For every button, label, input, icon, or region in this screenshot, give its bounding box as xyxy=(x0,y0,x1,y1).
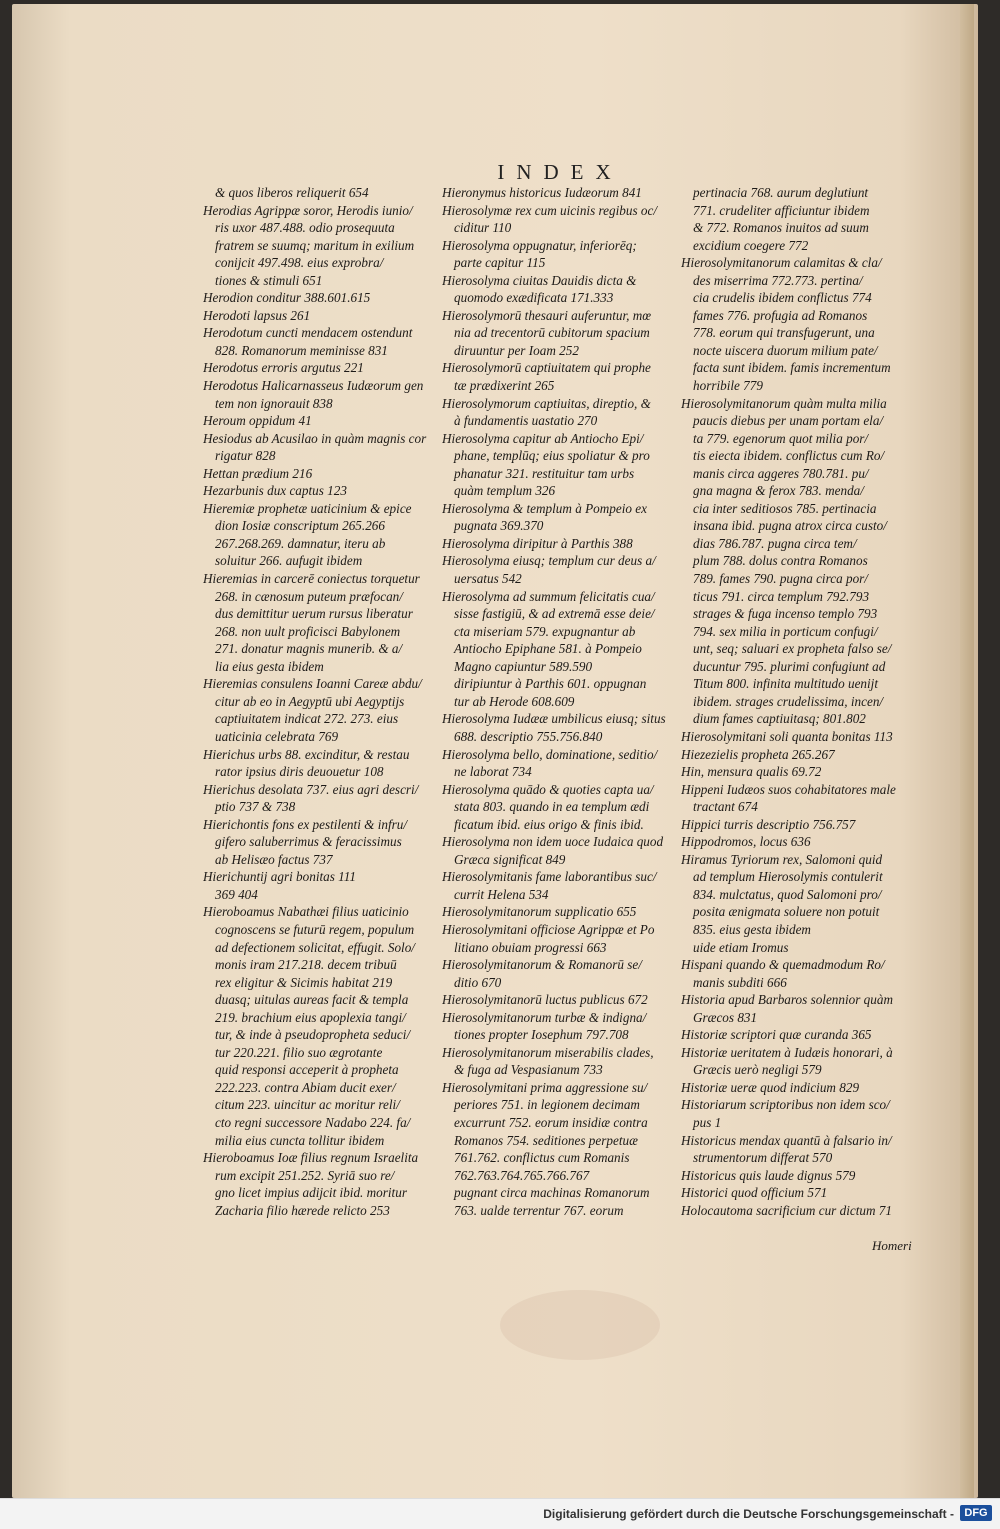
index-entry-line: Hiramus Tyriorum rex, Salomoni quid xyxy=(681,851,883,867)
index-entry-line: Hieremias consulens Ioanni Careæ abdu/ xyxy=(203,676,422,692)
index-entry-line: Hierosolymitanorum turbæ & indigna/ xyxy=(442,1009,647,1025)
index-column-3 xyxy=(681,184,921,1234)
index-entry-line: sisse fastigiū, & ad extremā esse deie/ xyxy=(454,606,655,622)
index-entry-line: Hierosolyma ciuitas Dauidis dicta & xyxy=(442,272,637,288)
catchword: Homeri xyxy=(872,1238,912,1253)
index-entry-line: 222.223. contra Abiam ducit exer/ xyxy=(215,1079,396,1095)
index-entry-line: paucis diebus per unam portam ela/ xyxy=(693,413,884,429)
index-entry-line: Hieroboamus Nabathæi filius uaticinio xyxy=(203,904,409,920)
index-entry-line: tractant 674 xyxy=(693,799,758,815)
index-entry-line: Antiocho Epiphane 581. à Pompeio xyxy=(454,641,642,657)
index-entry-line: ticus 791. circa templum 792.793 xyxy=(693,588,870,604)
index-entry-line: tur 220.221. filio suo ægrotante xyxy=(215,1044,383,1060)
index-entry-line: Hierosolymitanorum calamitas & cla/ xyxy=(681,255,882,271)
index-entry-line: 369 404 xyxy=(215,886,258,902)
index-entry-line: tiones propter Iosephum 797.708 xyxy=(454,1027,629,1043)
index-entry-line: lia eius gesta ibidem xyxy=(215,658,324,674)
index-entry-line: Hierichuntij agri bonitas 111 xyxy=(203,869,356,885)
index-entry-line: pus 1 xyxy=(693,1114,722,1130)
index-entry-line: Hierichontis fons ex pestilenti & infru/ xyxy=(203,816,408,832)
index-entry-line: 761.762. conflictus cum Romanis xyxy=(454,1150,630,1166)
index-entry-line: soluitur 266. aufugit ibidem xyxy=(215,553,363,569)
index-entry-line: parte capitur 115 xyxy=(454,255,546,271)
index-entry-line: Hippodromos, locus 636 xyxy=(681,834,811,850)
index-entry-line: Magno capiuntur 589.590 xyxy=(454,658,593,674)
index-entry-line: Hierosolymitani soli quanta bonitas 113 xyxy=(681,728,893,744)
index-entry-line: dion Iosiæ conscriptum 265.266 xyxy=(215,518,385,534)
index-entry-line: ad templum Hierosolymis contulerit xyxy=(693,869,883,885)
index-entry-line: uaticinia celebrata 769 xyxy=(215,728,339,744)
index-entry-line: stata 803. quando in ea templum ædi xyxy=(454,799,650,815)
index-entry-line: litiano obuiam progressi 663 xyxy=(454,939,607,955)
index-entry-line: horribile 779 xyxy=(693,378,763,394)
index-entry-line: excidium coegere 772 xyxy=(693,237,809,253)
index-entry-line: uersatus 542 xyxy=(454,571,522,587)
page-edge xyxy=(960,4,974,1498)
index-entry-line: 271. donatur magnis munerib. & a/ xyxy=(215,641,403,657)
index-entry-line: 219. brachium eius apoplexia tangi/ xyxy=(215,1009,406,1025)
index-entry-line: Historiarum scriptoribus non idem sco/ xyxy=(681,1097,890,1113)
index-entry-line: Græca significat 849 xyxy=(454,851,566,867)
index-entry-line: Hippeni Iudæos suos cohabitatores male xyxy=(681,781,896,797)
index-entry-line: 771. crudeliter afficiuntur ibidem xyxy=(693,202,870,218)
index-entry-line: 789. fames 790. pugna circa por/ xyxy=(693,571,868,587)
index-entry-line: manis circa aggeres 780.781. pu/ xyxy=(693,465,869,481)
index-entry-line: strumentorum differat 570 xyxy=(693,1150,833,1166)
index-entry-line: & 772. Romanos inuitos ad suum xyxy=(693,220,869,236)
index-entry-line: tur, & inde à pseudopropheta seduci/ xyxy=(215,1027,411,1043)
index-entry-line: ptio 737 & 738 xyxy=(215,799,296,815)
index-entry-line: pertinacia 768. aurum deglutiunt xyxy=(693,185,869,200)
index-entry-line: fames 776. profugia ad Romanos xyxy=(693,307,868,323)
index-entry-line: Hierosolyma bello, dominatione, seditio/ xyxy=(442,746,658,762)
running-header: INDEX xyxy=(497,160,623,184)
index-entry-line: Hiezezielis propheta 265.267 xyxy=(681,746,835,762)
index-entry-line: ditio 670 xyxy=(454,974,502,990)
index-entry-line: pugnata 369.370 xyxy=(454,518,544,534)
index-entry-line: Historia apud Barbaros solennior quàm xyxy=(681,992,893,1008)
index-entry-line: Herodotus Halicarnasseus Iudæorum gen xyxy=(203,378,424,394)
index-entry-line: 763. ualde terrentur 767. eorum xyxy=(454,1202,624,1218)
index-entry-line: diripiuntur à Parthis 601. oppugnan xyxy=(454,676,647,692)
index-entry-line: Hierosolymitanis fame laborantibus suc/ xyxy=(442,869,657,885)
index-entry-line: cto regni successore Nadabo 224. fa/ xyxy=(215,1114,411,1130)
index-entry-line: ne laborat 734 xyxy=(454,764,532,780)
index-entry-line: ciditur 110 xyxy=(454,220,512,236)
index-entry-line: Hierosolymorū captiuitatem qui prophe xyxy=(442,360,651,376)
index-entry-line: uide etiam Iromus xyxy=(693,939,789,955)
index-entry-line: diruuntur per Ioam 252 xyxy=(454,342,579,358)
index-entry-line: Historiæ ueræ quod indicium 829 xyxy=(681,1079,860,1095)
index-entry-line: Hispani quando & quemadmodum Ro/ xyxy=(681,957,885,973)
index-entry-line: Hieremiæ prophetæ uaticinium & epice xyxy=(203,500,412,516)
index-entry-line: Historicus mendax quantū à falsario in/ xyxy=(681,1132,892,1148)
index-entry-line: ris uxor 487.488. odio prosequuta xyxy=(215,220,395,236)
index-entry-line: Hierosolymitanorum & Romanorū se/ xyxy=(442,957,642,973)
index-entry-line: quomodo exædificata 171.333 xyxy=(454,290,614,306)
index-entry-line: Hettan prædium 216 xyxy=(203,465,313,481)
index-entry-line: tiones & stimuli 651 xyxy=(215,272,323,288)
index-entry-line: 267.268.269. damnatur, iteru ab xyxy=(215,535,386,551)
index-entry-line: Herodion conditur 388.601.615 xyxy=(203,290,371,306)
index-column-2 xyxy=(442,184,678,1234)
index-entry-line: rum excipit 251.252. Syriā suo re/ xyxy=(215,1167,395,1183)
index-entry-line: manis subditi 666 xyxy=(693,974,787,990)
index-entry-line: periores 751. in legionem decimam xyxy=(454,1097,640,1113)
index-entry-line: Hieremias in carcerē coniectus torquetur xyxy=(203,571,420,587)
index-entry-line: Hierichus urbs 88. excinditur, & restau xyxy=(203,746,410,762)
index-entry-line: gna magna & ferox 783. menda/ xyxy=(693,483,864,499)
index-entry-line: tem non ignorauit 838 xyxy=(215,395,333,411)
index-entry-line: Hierosolymæ rex cum uicinis regibus oc/ xyxy=(442,202,657,218)
index-entry-line: tæ prædixerint 265 xyxy=(454,378,555,394)
index-entry-line: unt, seq; saluari ex propheta falso se/ xyxy=(693,641,892,657)
index-entry-line: citur ab eo in Aegyptū ubi Aegyptijs xyxy=(215,693,405,709)
index-entry-line: phanatur 321. restituitur tam urbs xyxy=(454,465,635,481)
index-entry-line: Historicus quis laude dignus 579 xyxy=(681,1167,856,1183)
index-entry-line: Romanos 754. seditiones perpetuæ xyxy=(454,1132,638,1148)
index-entry-line: monis iram 217.218. decem tribuū xyxy=(215,957,397,973)
index-entry-line: dias 786.787. pugna circa tem/ xyxy=(693,535,857,551)
index-entry-line: ficatum ibid. eius origo & finis ibid. xyxy=(454,816,644,832)
funding-notice: Digitalisierung gefördert durch die Deutsche Forschungsgemeinschaft - xyxy=(543,1507,954,1521)
index-entry-line: tur ab Herode 608.609 xyxy=(454,693,575,709)
index-entry-line: à fundamentis uastatio 270 xyxy=(454,413,598,429)
index-entry-line: Hesiodus ab Acusilao in quàm magnis cor xyxy=(203,430,427,446)
index-entry-line: Hierosolyma capitur ab Antiocho Epi/ xyxy=(442,430,644,446)
index-entry-line: Hierichus desolata 737. eius agri descri/ xyxy=(203,781,419,797)
index-entry-line: ta 779. egenorum quot milia por/ xyxy=(693,430,869,446)
index-entry-line: dium fames captiuitasq; 801.802 xyxy=(693,711,866,727)
index-entry-line: nocte uiscera duorum milium pate/ xyxy=(693,342,878,358)
index-entry-line: 794. sex milia in porticum confugi/ xyxy=(693,623,878,639)
index-entry-line: 762.763.764.765.766.767 xyxy=(454,1167,590,1183)
index-entry-line: Hierosolymitani prima aggressione su/ xyxy=(442,1079,648,1095)
index-entry-line: 834. mulctatus, quod Salomoni pro/ xyxy=(693,886,882,902)
index-entry-line: des miserrima 772.773. pertina/ xyxy=(693,272,863,288)
index-entry-line: Græcis uerò negligi 579 xyxy=(693,1062,822,1078)
index-entry-line: phane, templūq; eius spoliatur & pro xyxy=(454,448,650,464)
index-entry-line: Hieroboamus Ioæ filius regnum Israelita xyxy=(203,1150,419,1166)
index-entry-line: ad defectionem solicitat, effugit. Solo/ xyxy=(215,939,415,955)
index-entry-line: cia crudelis ibidem conflictus 774 xyxy=(693,290,872,306)
index-entry-line: Hin, mensura qualis 69.72 xyxy=(681,764,822,780)
index-entry-line: insana ibid. pugna atrox circa custo/ xyxy=(693,518,887,534)
index-entry-line: Historiæ scriptori quæ curanda 365 xyxy=(681,1027,872,1043)
index-column-1 xyxy=(203,184,439,1234)
index-entry-line: duasq; uitulas aureas facit & templa xyxy=(215,992,409,1008)
index-entry-line: Hierosolyma non idem uoce Iudaica quod xyxy=(442,834,664,850)
index-entry-line: plum 788. dolus contra Romanos xyxy=(693,553,868,569)
index-entry-line: excurrunt 752. eorum insidiæ contra xyxy=(454,1114,648,1130)
index-entry-line: Hippici turris descriptio 756.757 xyxy=(681,816,856,832)
index-entry-line: Herodotum cuncti mendacem ostendunt xyxy=(203,325,413,341)
index-entry-line: Historici quod officium 571 xyxy=(681,1185,828,1201)
index-entry-line: milia eius cuncta tollitur ibidem xyxy=(215,1132,385,1148)
index-entry-line: Zacharia filio hærede relicto 253 xyxy=(215,1202,390,1218)
index-entry-line: Hierosolymitani officiose Agrippæ et Po xyxy=(442,921,655,937)
index-entry-line: Hierosolyma oppugnatur, inferiorēq; xyxy=(442,237,637,253)
index-entry-line: Herodotus erroris argutus 221 xyxy=(203,360,364,376)
index-entry-line: Hezarbunis dux captus 123 xyxy=(203,483,347,499)
footer-bar xyxy=(0,1498,1000,1529)
index-entry-line: 828. Romanorum meminisse 831 xyxy=(215,342,388,358)
index-entry-line: Hierosolyma eiusq; templum cur deus a/ xyxy=(442,553,656,569)
index-entry-line: dus demittitur uerum rursus liberatur xyxy=(215,606,413,622)
index-entry-line: Hierosolymorū thesauri auferuntur, mœ xyxy=(442,307,652,323)
index-entry-line: tis eiecta ibidem. conflictus cum Ro/ xyxy=(693,448,885,464)
index-entry-line: Hierosolymitanorum quàm multa milia xyxy=(681,395,887,411)
index-entry-line: Hierosolymitanorum supplicatio 655 xyxy=(442,904,637,920)
page-stain xyxy=(500,1290,660,1360)
index-entry-line: nia ad trecentorū cubitorum spacium xyxy=(454,325,650,341)
index-entry-line: ab Helisæo factus 737 xyxy=(215,851,333,867)
index-entry-line: 688. descriptio 755.756.840 xyxy=(454,728,603,744)
index-entry-line: Hierosolymorum captiuitas, direptio, & xyxy=(442,395,651,411)
index-entry-line: captiuitatem indicat 272. 273. eius xyxy=(215,711,399,727)
dfg-logo: DFG xyxy=(960,1505,992,1521)
index-entry-line: cognoscens se futurū regem, populum xyxy=(215,921,415,937)
index-entry-line: Græcos 831 xyxy=(693,1009,758,1025)
index-entry-line: & quos liberos reliquerit 654 xyxy=(215,185,369,200)
index-entry-line: Hierosolymitanorū luctus publicus 672 xyxy=(442,992,648,1008)
index-entry-line: ducuntur 795. plurimi confugiunt ad xyxy=(693,658,886,674)
index-entry-line: rator ipsius diris deuouetur 108 xyxy=(215,764,384,780)
index-entry-line: Herodias Agrippæ soror, Herodis iunio/ xyxy=(203,202,413,218)
index-entry-line: Holocautoma sacrificium cur dictum 71 xyxy=(681,1202,892,1218)
index-entry-line: citum 223. uincitur ac moritur reli/ xyxy=(215,1097,400,1113)
index-entry-line: 268. non uult proficisci Babylonem xyxy=(215,623,401,639)
index-entry-line: strages & fuga incenso templo 793 xyxy=(693,606,878,622)
index-entry-line: rigatur 828 xyxy=(215,448,276,464)
index-entry-line: Hierosolyma diripitur à Parthis 388 xyxy=(442,535,633,551)
index-entry-line: Hierosolyma Iudææ umbilicus eiusq; situs xyxy=(442,711,666,727)
index-entry-line: gifero saluberrimus & feracissimus xyxy=(215,834,402,850)
index-entry-line: Historiæ ueritatem à Iudæis honorari, à xyxy=(681,1044,893,1060)
index-entry-line: Hierosolymitanorum miserabilis clades, xyxy=(442,1044,654,1060)
index-entry-line: 778. eorum qui transfugerunt, una xyxy=(693,325,875,341)
index-entry-line: Hierosolyma ad summum felicitatis cua/ xyxy=(442,588,655,604)
index-entry-line: facta sunt ibidem. famis incrementum xyxy=(693,360,891,376)
index-entry-line: cta miseriam 579. expugnantur ab xyxy=(454,623,636,639)
index-entry-line: Heroum oppidum 41 xyxy=(203,413,312,429)
index-entry-line: gno licet impius adijcit ibid. moritur xyxy=(215,1185,407,1201)
index-entry-line: quid responsi acceperit à propheta xyxy=(215,1062,399,1078)
index-entry-line: fratrem se suumq; maritum in exilium xyxy=(215,237,415,253)
index-entry-line: Hieronymus historicus Iudæorum 841 xyxy=(442,185,642,200)
index-entry-line: rex eligitur & Sicimis habitat 219 xyxy=(215,974,393,990)
index-entry-line: cia inter seditiosos 785. pertinacia xyxy=(693,500,877,516)
index-entry-line: currit Helena 534 xyxy=(454,886,549,902)
index-entry-line: conijcit 497.498. eius exprobra/ xyxy=(215,255,384,271)
index-entry-line: Herodoti lapsus 261 xyxy=(203,307,311,323)
index-entry-line: 835. eius gesta ibidem xyxy=(693,921,811,937)
index-entry-line: posita ænigmata soluere non potuit xyxy=(693,904,880,920)
index-entry-line: 268. in cænosum puteum præfocan/ xyxy=(215,588,403,604)
index-entry-line: Hierosolyma & templum à Pompeio ex xyxy=(442,500,647,516)
index-entry-line: Titum 800. infinita multitudo uenijt xyxy=(693,676,879,692)
index-entry-line: pugnant circa machinas Romanorum xyxy=(454,1185,650,1201)
index-entry-line: & fuga ad Vespasianum 733 xyxy=(454,1062,603,1078)
index-entry-line: Hierosolyma quādo & quoties capta ua/ xyxy=(442,781,654,797)
index-entry-line: ibidem. strages crudelissima, incen/ xyxy=(693,693,884,709)
index-entry-line: quàm templum 326 xyxy=(454,483,556,499)
